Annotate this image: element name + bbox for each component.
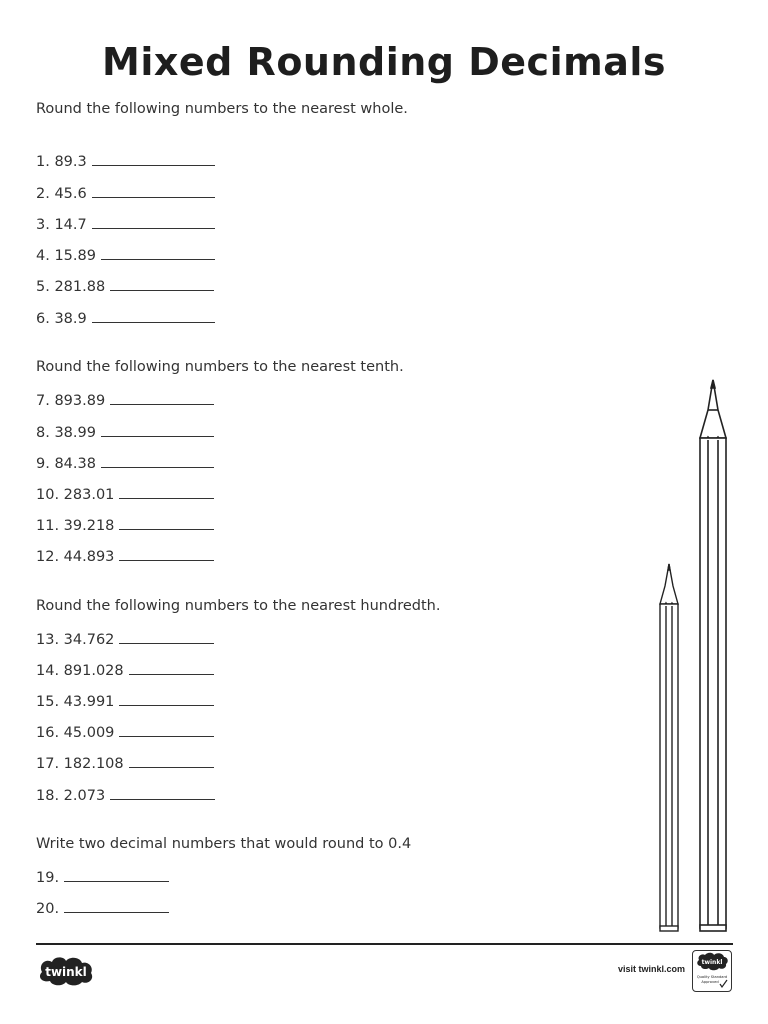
question-label: 9. 84.38	[36, 456, 96, 472]
pencils-illustration	[650, 370, 740, 940]
question-label: 18. 2.073	[36, 788, 106, 804]
answer-line[interactable]	[110, 390, 214, 405]
question-20	[36, 898, 169, 917]
section-1-instruction: Round the following numbers to the nearest whole.	[36, 101, 408, 117]
question-10	[36, 484, 214, 503]
check-icon	[720, 980, 727, 987]
question-label: 1. 89.3	[36, 154, 87, 170]
question-label: 12. 44.893	[36, 549, 115, 565]
question-label: 6. 38.9	[36, 311, 87, 327]
answer-line[interactable]	[64, 898, 169, 913]
answer-line[interactable]	[119, 484, 214, 499]
question-3	[36, 214, 215, 233]
question-6	[36, 308, 215, 327]
badge-brand-text: twinkl	[701, 959, 723, 966]
footer-divider	[36, 943, 733, 945]
answer-line[interactable]	[101, 453, 214, 468]
visit-link[interactable]: visit twinkl.com	[618, 964, 686, 974]
question-5	[36, 276, 214, 295]
question-9	[36, 453, 214, 472]
answer-line[interactable]	[119, 629, 214, 644]
question-label: 5. 281.88	[36, 279, 106, 295]
question-19	[36, 867, 169, 886]
question-4	[36, 245, 215, 264]
question-18	[36, 785, 215, 804]
logo-text: twinkl	[45, 965, 87, 979]
question-1	[36, 151, 215, 170]
question-label: 13. 34.762	[36, 632, 115, 648]
answer-line[interactable]	[92, 151, 215, 166]
answer-line[interactable]	[92, 308, 215, 323]
question-12	[36, 546, 214, 565]
answer-line[interactable]	[110, 785, 215, 800]
quality-badge-icon	[693, 951, 731, 991]
question-label: 3. 14.7	[36, 217, 87, 233]
badge-line1: Quality Standard	[696, 975, 728, 979]
answer-line[interactable]	[110, 276, 214, 291]
question-label: 14. 891.028	[36, 663, 124, 679]
question-13	[36, 629, 214, 648]
question-label: 8. 38.99	[36, 425, 96, 441]
twinkl-logo	[36, 954, 96, 988]
answer-line[interactable]	[119, 515, 214, 530]
question-label: 7. 893.89	[36, 393, 106, 409]
question-label: 19.	[36, 870, 60, 886]
answer-line[interactable]	[101, 245, 215, 260]
answer-line[interactable]	[101, 422, 214, 437]
answer-line[interactable]	[119, 691, 214, 706]
question-2	[36, 183, 215, 202]
question-7	[36, 390, 214, 409]
question-label: 11. 39.218	[36, 518, 115, 534]
question-label: 16. 45.009	[36, 725, 115, 741]
question-label: 10. 283.01	[36, 487, 115, 503]
question-label: 15. 43.991	[36, 694, 115, 710]
quality-badge	[692, 950, 732, 992]
answer-line[interactable]	[92, 183, 215, 198]
answer-line[interactable]	[119, 546, 214, 561]
answer-line[interactable]	[64, 867, 169, 882]
question-label: 2. 45.6	[36, 186, 87, 202]
tall-pencil-icon	[700, 380, 726, 931]
section-4-instruction: Write two decimal numbers that would round to 0.4	[36, 836, 412, 852]
question-label: 20.	[36, 901, 60, 917]
answer-line[interactable]	[129, 660, 214, 675]
short-pencil-icon	[660, 564, 678, 931]
question-14	[36, 660, 214, 679]
answer-line[interactable]	[119, 722, 214, 737]
question-label: 4. 15.89	[36, 248, 96, 264]
badge-line2: Approved	[701, 980, 719, 984]
question-16	[36, 722, 214, 741]
question-8	[36, 422, 214, 441]
answer-line[interactable]	[129, 753, 214, 768]
section-3-instruction: Round the following numbers to the nearest hundredth.	[36, 598, 441, 614]
question-11	[36, 515, 214, 534]
answer-line[interactable]	[92, 214, 215, 229]
page-title: Mixed Rounding Decimals	[102, 40, 666, 84]
question-15	[36, 691, 214, 710]
question-17	[36, 753, 214, 772]
section-2-instruction: Round the following numbers to the nearest tenth.	[36, 359, 404, 375]
question-label: 17. 182.108	[36, 756, 124, 772]
